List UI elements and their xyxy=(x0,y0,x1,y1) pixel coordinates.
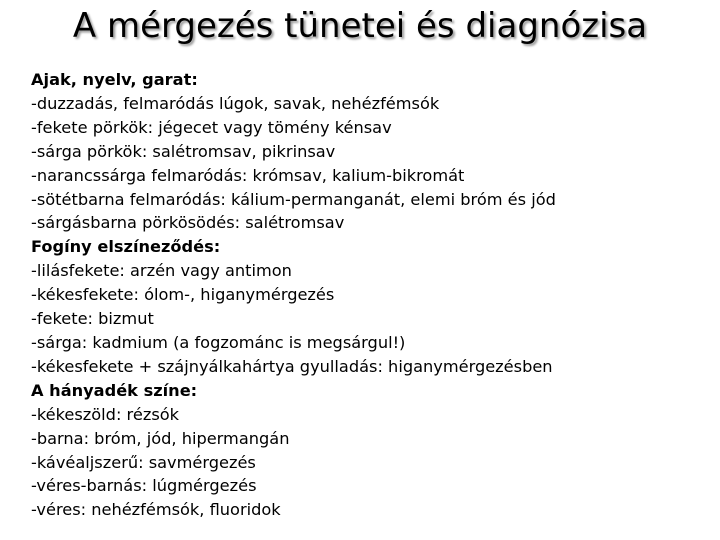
body-line: -kékeszöld: rézsók xyxy=(31,404,180,424)
body-line: -lilásfekete: arzén vagy antimon xyxy=(31,261,292,281)
body-line: -narancssárga felmaródás: krómsav, kalium-bikromát xyxy=(31,165,465,185)
section-heading: Ajak, nyelv, garat: xyxy=(31,70,198,89)
body-line: -véres: nehézfémsók, fluoridok xyxy=(31,500,281,520)
body-line: -sárga: kadmium (a fogzománc is megsárgul!) xyxy=(31,332,406,352)
body-line: -sárgásbarna pörkösödés: salétromsav xyxy=(31,213,345,233)
body-line: -véres-barnás: lúgmérgezés xyxy=(31,476,257,496)
body-line: -kékesfekete: ólom-, higanymérgezés xyxy=(31,285,335,305)
section-heading: A hányadék színe: xyxy=(31,380,198,400)
body-line: -barna: bróm, jód, hipermangán xyxy=(31,428,290,448)
body-line: -kávéaljszerű: savmérgezés xyxy=(31,452,256,472)
section-heading: Fogíny elszíneződés: xyxy=(31,237,221,257)
body-line: -fekete pörkök: jégecet vagy tömény kénsav xyxy=(31,117,392,137)
body-line: -sötétbarna felmaródás: kálium-permanganát, elemi bróm és jód xyxy=(31,189,556,209)
body-line: -fekete: bizmut xyxy=(31,309,154,329)
slide-title: A mérgezés tünetei és diagnózisa xyxy=(72,6,648,46)
body-line: -duzzadás, felmaródás lúgok, savak, nehézfémsók xyxy=(31,93,440,113)
slide-body xyxy=(31,68,711,522)
body-line: -kékesfekete + szájnyálkahártya gyulladás: higanymérgezésben xyxy=(31,356,553,376)
body-line: -sárga pörkök: salétromsav, pikrinsav xyxy=(31,141,336,161)
